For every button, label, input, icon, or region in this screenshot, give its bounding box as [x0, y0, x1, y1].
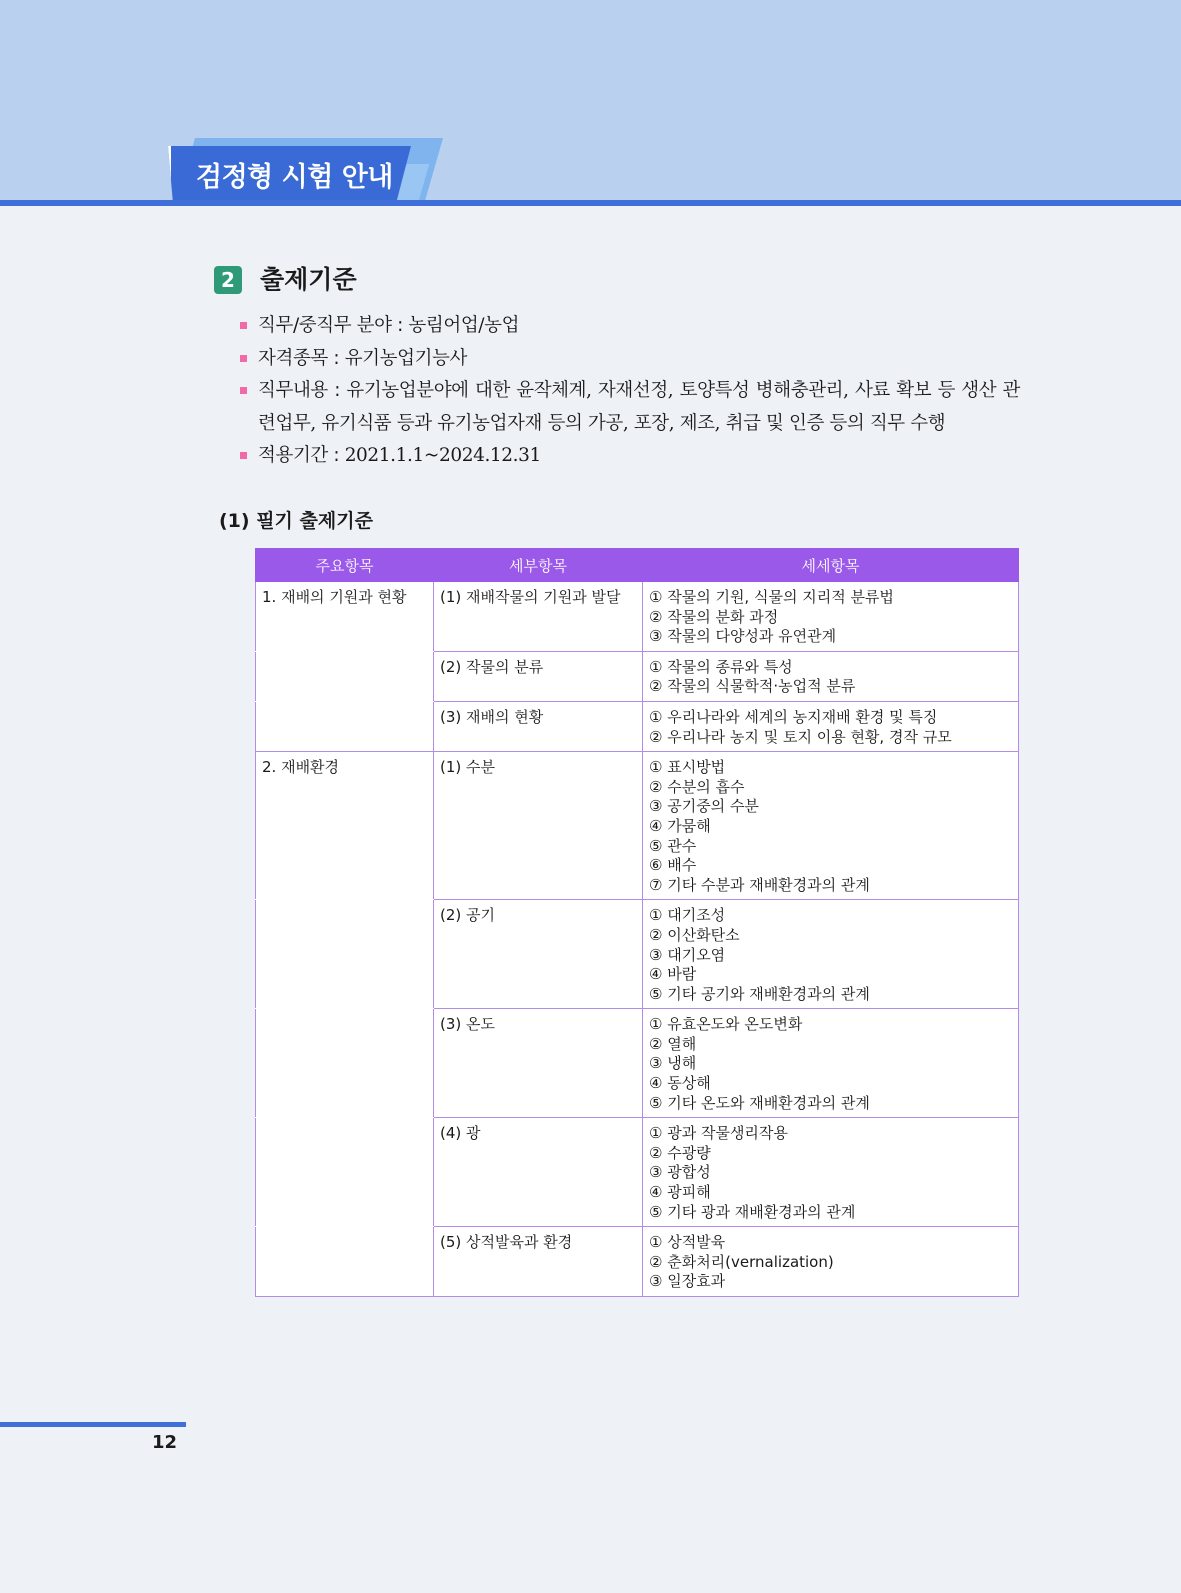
detail-item: ② 작물의 식물학적·농업적 분류 — [649, 677, 856, 696]
detail-item: ② 우리나라 농지 및 토지 이용 현황, 경작 규모 — [649, 727, 952, 746]
detail-item: ⑤ 기타 광과 재배환경과의 관계 — [649, 1202, 856, 1221]
detail-item: ① 광과 작물생리작용 — [649, 1124, 788, 1143]
bullet-label: 적용기간 — [258, 445, 328, 466]
bullet-qualification — [240, 343, 1020, 376]
cell-sub-item: (3) 재배의 현황 — [434, 701, 643, 751]
cell-detail-items — [643, 582, 1019, 652]
detail-item: ③ 작물의 다양성과 유연관계 — [649, 627, 837, 646]
detail-item: ② 이산화탄소 — [649, 925, 740, 944]
cell-detail-items — [643, 1227, 1019, 1297]
info-bullet-list — [240, 310, 1020, 473]
bullet-label: 직무내용 — [258, 380, 328, 401]
detail-item: ⑦ 기타 수분과 재배환경과의 관계 — [649, 875, 870, 894]
cell-sub-item: (4) 광 — [434, 1118, 643, 1227]
cell-detail-items — [643, 651, 1019, 701]
detail-item: ③ 일장효과 — [649, 1272, 726, 1291]
detail-item: ② 수광량 — [649, 1143, 711, 1162]
detail-item: ④ 광피해 — [649, 1183, 711, 1202]
cell-main-item — [256, 1118, 434, 1227]
cell-detail-items — [643, 900, 1019, 1009]
cell-detail-items — [643, 1118, 1019, 1227]
table-header-row — [256, 549, 1019, 582]
detail-item: ① 상적발육 — [649, 1233, 726, 1252]
bullet-marker-icon — [240, 452, 247, 459]
detail-item: ⑤ 기타 공기와 재배환경과의 관계 — [649, 984, 870, 1003]
bullet-job-description — [240, 375, 1020, 440]
detail-item: ① 작물의 기원, 식물의 지리적 분류법 — [649, 588, 894, 606]
bullet-period — [240, 440, 1020, 473]
detail-item: ② 열해 — [649, 1034, 697, 1053]
cell-detail-items — [643, 752, 1019, 900]
column-header-sub: 세부항목 — [434, 549, 643, 582]
bullet-separator: : — [327, 445, 345, 466]
cell-sub-item: (5) 상적발육과 환경 — [434, 1227, 643, 1297]
detail-item: ③ 공기중의 수분 — [649, 797, 759, 816]
bullet-label: 직무/중직무 분야 — [258, 315, 392, 336]
table-row — [256, 582, 1019, 652]
detail-item: ④ 가뭄해 — [649, 816, 711, 835]
table-row — [256, 651, 1019, 701]
detail-item: ① 유효온도와 온도변화 — [649, 1015, 803, 1034]
cell-main-item — [256, 1009, 434, 1118]
cell-detail-items — [643, 1009, 1019, 1118]
table-row — [256, 1227, 1019, 1297]
detail-item: ③ 대기오염 — [649, 945, 726, 964]
detail-item: ② 작물의 분화 과정 — [649, 607, 779, 626]
bullet-value: 유기농업기능사 — [344, 347, 467, 369]
table-row — [256, 1009, 1019, 1118]
detail-item: ① 표시방법 — [649, 758, 726, 777]
bullet-marker-icon — [240, 387, 247, 394]
detail-item: ④ 동상해 — [649, 1074, 711, 1093]
table-row — [256, 701, 1019, 751]
footer-rule — [0, 1422, 186, 1427]
cell-sub-item: (1) 재배작물의 기원과 발달 — [434, 582, 643, 652]
cell-main-item: 1. 재배의 기원과 현황 — [256, 582, 434, 652]
header-rule — [0, 200, 1181, 206]
detail-item: ① 대기조성 — [649, 906, 726, 925]
cell-main-item — [256, 701, 434, 751]
cell-main-item: 2. 재배환경 — [256, 752, 434, 900]
cell-detail-items — [643, 701, 1019, 751]
detail-item: ③ 냉해 — [649, 1054, 697, 1073]
table-row — [256, 1118, 1019, 1227]
cell-main-item — [256, 1227, 434, 1297]
header-tab-title: 검정형 시험 안내 — [196, 162, 393, 193]
exam-criteria-table — [255, 548, 1019, 1297]
detail-item: ⑤ 기타 온도와 재배환경과의 관계 — [649, 1093, 870, 1112]
cell-sub-item: (3) 온도 — [434, 1009, 643, 1118]
cell-sub-item: (1) 수분 — [434, 752, 643, 900]
detail-item: ① 우리나라와 세계의 농지재배 환경 및 특징 — [649, 707, 938, 726]
column-header-main: 주요항목 — [256, 549, 434, 582]
detail-item: ② 춘화처리(vernalization) — [649, 1252, 834, 1271]
detail-item: ④ 바람 — [649, 965, 697, 984]
column-header-detail: 세세항목 — [643, 549, 1019, 582]
bullet-label: 자격종목 — [258, 347, 328, 369]
table-row — [256, 752, 1019, 900]
bullet-value: 농림어업/농업 — [408, 315, 520, 336]
cell-sub-item: (2) 작물의 분류 — [434, 651, 643, 701]
detail-item: ⑤ 관수 — [649, 836, 697, 855]
subsection-title: (1) 필기 출제기준 — [219, 510, 373, 532]
bullet-separator: : — [327, 347, 345, 369]
cell-sub-item: (2) 공기 — [434, 900, 643, 1009]
bullet-separator: : — [391, 315, 409, 336]
page-number: 12 — [152, 1432, 178, 1453]
detail-item: ③ 광합성 — [649, 1163, 711, 1182]
detail-item: ① 작물의 종류와 특성 — [649, 657, 793, 676]
table-row — [256, 900, 1019, 1009]
cell-main-item — [256, 900, 434, 1009]
bullet-separator: : — [327, 380, 347, 401]
cell-main-item — [256, 651, 434, 701]
bullet-marker-icon — [240, 355, 247, 362]
bullet-job-field — [240, 310, 1020, 343]
bullet-value: 유기농업분야에 대한 윤작체계, 자재선정, 토양특성 병해충관리, 사료 확보 등 생산 관련업무, 유기식품 등과 유기농업자재 등의 가공, 포장, 제조, 취급 및 인증 등의 직무 수행 — [258, 380, 1020, 434]
section-number-badge: 2 — [214, 266, 242, 294]
bullet-marker-icon — [240, 322, 247, 329]
detail-item: ② 수분의 흡수 — [649, 777, 745, 796]
section-title: 출제기준 — [260, 265, 357, 294]
bullet-value: 2021.1.1~2024.12.31 — [344, 445, 541, 466]
table-body — [256, 582, 1019, 1297]
detail-item: ⑥ 배수 — [649, 856, 697, 875]
